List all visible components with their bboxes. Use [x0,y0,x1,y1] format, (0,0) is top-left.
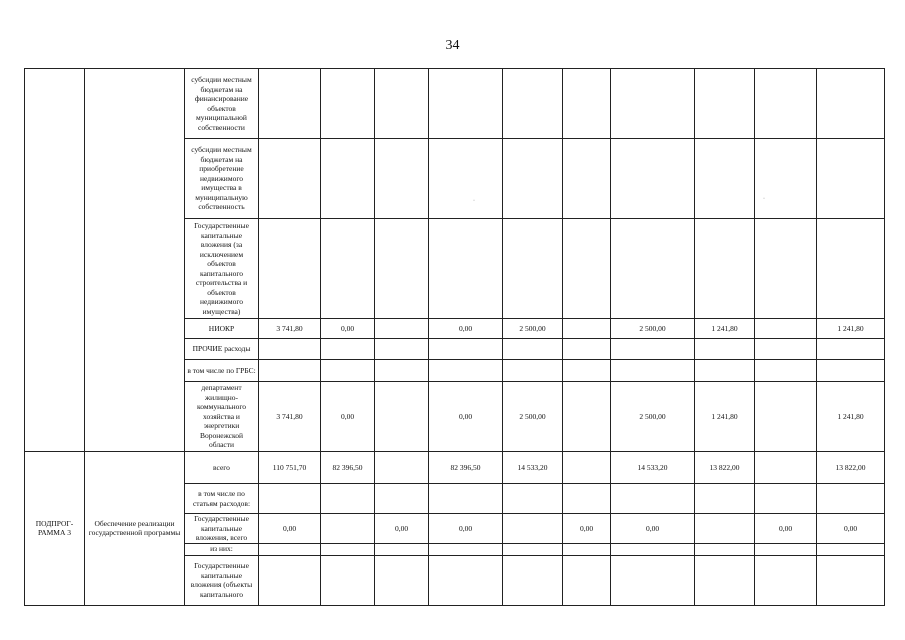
value-cell [611,543,695,555]
name-cell [85,69,185,452]
value-cell: 2 500,00 [503,382,563,452]
scan-dot: · [473,198,475,204]
value-cell [611,219,695,319]
value-cell [817,360,885,382]
value-cell [429,555,503,605]
value-cell [375,452,429,484]
code-cell [25,69,85,452]
value-cell [259,555,321,605]
subprogram-name: Обеспечение реализации государственной программы [85,452,185,606]
value-cell: 14 533,20 [611,452,695,484]
value-cell [695,484,755,514]
value-cell [429,360,503,382]
value-cell [611,555,695,605]
value-cell [817,543,885,555]
value-cell [375,543,429,555]
value-cell [755,219,817,319]
value-cell [563,319,611,339]
value-cell [503,69,563,139]
value-cell [563,555,611,605]
value-cell: 0,00 [429,382,503,452]
value-cell [695,514,755,544]
value-cell [611,360,695,382]
row-label: ПРОЧИЕ расходы [185,339,259,360]
value-cell [429,339,503,360]
value-cell [375,69,429,139]
value-cell [817,484,885,514]
value-cell [817,339,885,360]
row-label: в том числе по ГРБС: [185,360,259,382]
value-cell [503,360,563,382]
value-cell: 0,00 [611,514,695,544]
value-cell [755,69,817,139]
row-label: всего [185,452,259,484]
value-cell: 0,00 [429,319,503,339]
row-label: из них: [185,543,259,555]
value-cell [755,452,817,484]
value-cell [429,69,503,139]
value-cell: 2 500,00 [611,382,695,452]
value-cell [611,339,695,360]
value-cell [321,543,375,555]
value-cell [375,219,429,319]
value-cell [563,69,611,139]
value-cell [755,484,817,514]
value-cell [259,219,321,319]
value-cell [695,555,755,605]
value-cell [817,139,885,219]
value-cell: 0,00 [375,514,429,544]
value-cell: 1 241,80 [695,319,755,339]
value-cell [755,339,817,360]
value-cell [755,555,817,605]
value-cell [755,382,817,452]
value-cell [375,339,429,360]
value-cell: 110 751,70 [259,452,321,484]
value-cell: 13 822,00 [817,452,885,484]
value-cell: 0,00 [755,514,817,544]
value-cell [375,319,429,339]
value-cell [259,139,321,219]
value-cell [563,339,611,360]
value-cell: 3 741,80 [259,319,321,339]
scan-dot: · [763,196,765,202]
value-cell [321,484,375,514]
value-cell [503,219,563,319]
budget-table [24,68,885,606]
value-cell [503,555,563,605]
row-label: НИОКР [185,319,259,339]
value-cell [503,514,563,544]
row-label: Государственные капитальные вложения (объекты капитального [185,555,259,605]
value-cell [375,139,429,219]
value-cell [375,555,429,605]
value-cell: 82 396,50 [429,452,503,484]
value-cell [503,484,563,514]
value-cell [321,69,375,139]
value-cell [695,139,755,219]
value-cell [375,360,429,382]
page-number: 34 [445,38,460,53]
value-cell: 2 500,00 [503,319,563,339]
value-cell [259,360,321,382]
value-cell: 0,00 [321,382,375,452]
value-cell [611,69,695,139]
value-cell [259,339,321,360]
value-cell [429,139,503,219]
value-cell [563,543,611,555]
value-cell [503,139,563,219]
value-cell [695,339,755,360]
value-cell [563,484,611,514]
value-cell [563,382,611,452]
value-cell: 2 500,00 [611,319,695,339]
value-cell: 1 241,80 [817,382,885,452]
value-cell: 0,00 [429,514,503,544]
value-cell: 0,00 [817,514,885,544]
value-cell [563,452,611,484]
value-cell [695,360,755,382]
value-cell [563,360,611,382]
value-cell [755,360,817,382]
value-cell [563,219,611,319]
value-cell [695,543,755,555]
value-cell: 0,00 [259,514,321,544]
value-cell [611,484,695,514]
value-cell: 13 822,00 [695,452,755,484]
value-cell [755,543,817,555]
value-cell: 1 241,80 [817,319,885,339]
value-cell [259,543,321,555]
row-label: департамент жилищно-коммунального хозяйства и энергетики Воронежской области [185,382,259,452]
value-cell [321,219,375,319]
value-cell: 14 533,20 [503,452,563,484]
value-cell [321,555,375,605]
value-cell [429,484,503,514]
value-cell [695,219,755,319]
value-cell [321,360,375,382]
value-cell [611,139,695,219]
value-cell [375,484,429,514]
value-cell [429,543,503,555]
value-cell: 0,00 [321,319,375,339]
row-label: субсидии местным бюджетам на приобретение недвижимого имущества в муниципальную собственность [185,139,259,219]
value-cell [321,339,375,360]
value-cell [817,69,885,139]
value-cell: 0,00 [563,514,611,544]
row-label: в том числе по статьям расходов: [185,484,259,514]
value-cell [695,69,755,139]
value-cell [321,514,375,544]
value-cell [817,219,885,319]
table-row [25,69,885,139]
row-label: Государственные капитальные вложения, всего [185,514,259,544]
value-cell [429,219,503,319]
value-cell [503,339,563,360]
value-cell [817,555,885,605]
value-cell: 3 741,80 [259,382,321,452]
value-cell [503,543,563,555]
value-cell [259,69,321,139]
subprogram-code: ПОДПРОГ-РАММА 3 [25,452,85,606]
value-cell [755,139,817,219]
value-cell: 82 396,50 [321,452,375,484]
value-cell: 1 241,80 [695,382,755,452]
table-row [25,452,885,484]
value-cell [375,382,429,452]
row-label: Государственные капитальные вложения (за исключением объектов капитального строительства и объектов недвижимого имущества) [185,219,259,319]
value-cell [321,139,375,219]
value-cell [259,484,321,514]
row-label: субсидии местным бюджетам на финансирование объектов муниципальной собственности [185,69,259,139]
value-cell [563,139,611,219]
value-cell [755,319,817,339]
